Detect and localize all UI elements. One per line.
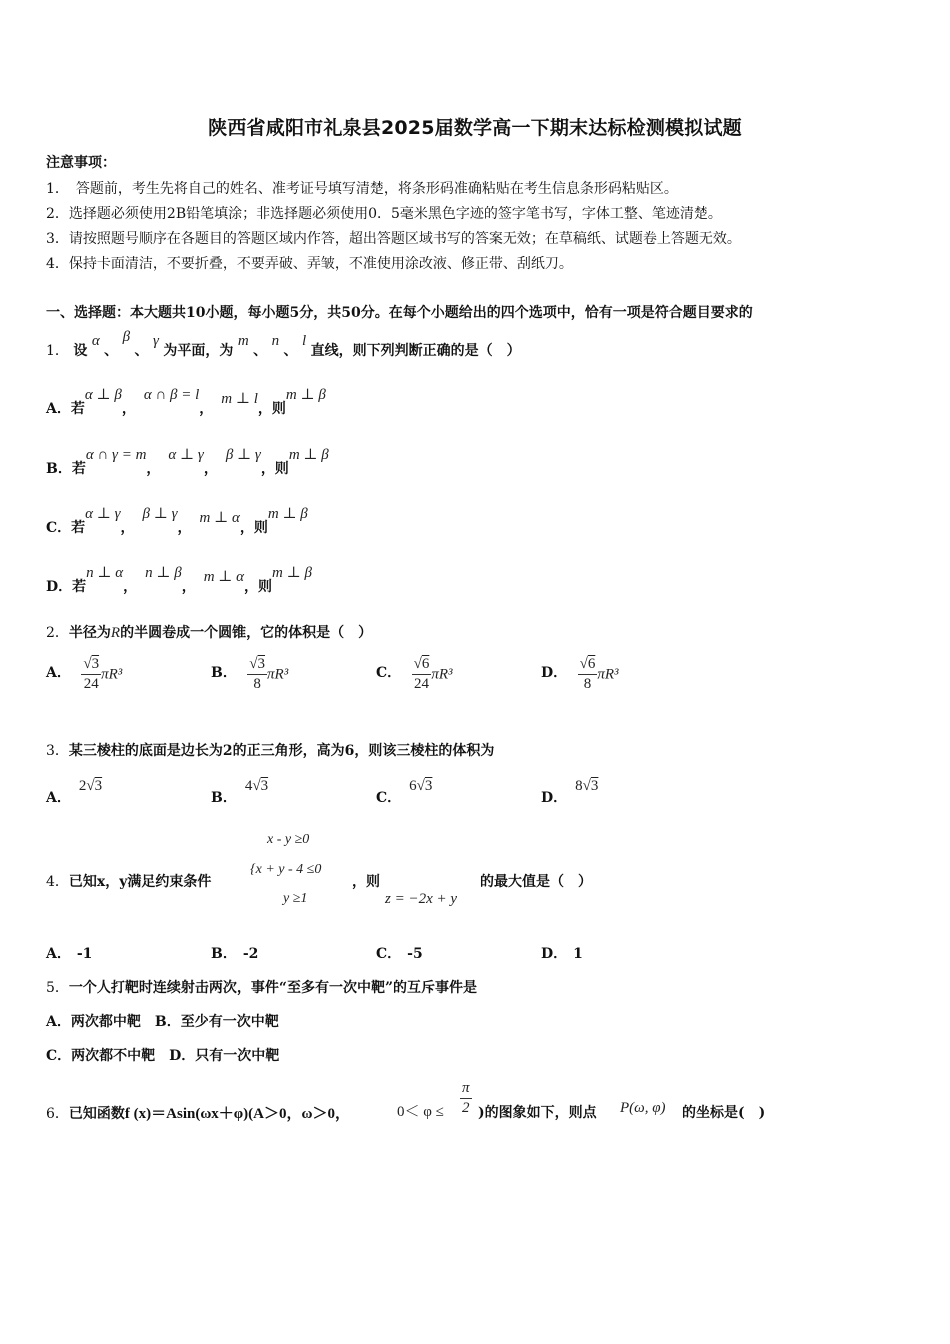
q3-option-b-radicand: 3	[260, 778, 269, 794]
q4-constraint-2	[250, 862, 321, 878]
q2-option-a	[46, 656, 122, 693]
q4-constraint-1: x - y ≥0	[267, 832, 310, 847]
q1-option-c-result: m ⊥ β	[267, 506, 308, 522]
q1-option-a-then: ，则	[257, 401, 286, 417]
q4-option-d	[541, 943, 583, 963]
q1-text-1: 设	[73, 343, 88, 359]
q2-option-d	[541, 656, 619, 693]
q2-option-b-label: B．	[211, 664, 237, 681]
q2-option-b-sqrt: √	[249, 656, 258, 672]
q5-text: 一个人打靶时连续射击两次，事件“至多有一次中靶”的互斥事件是	[68, 980, 478, 996]
q5-options-ab: A．两次都中靶 B．至少有一次中靶	[46, 1014, 279, 1030]
q2-option-b-denominator: 8	[253, 676, 261, 692]
q1-option-c	[46, 503, 308, 536]
q4-number: 4．	[46, 874, 69, 890]
q1-n: n	[271, 333, 280, 349]
question-4	[46, 871, 211, 891]
q1-option-b-comma-2: ，	[203, 461, 218, 477]
q4-option-b-value: -2	[242, 946, 259, 962]
notice-item-4: 4．保持卡面清洁，不要折叠，不要弄破、弄皱，不准使用涂改液、修正带、刮纸刀。	[46, 256, 573, 272]
q2-option-a-denominator: 24	[83, 676, 99, 692]
q3-option-c-sqrt: √	[416, 778, 425, 794]
q2-option-a-radicand: 3	[91, 656, 100, 672]
q1-gamma: γ	[153, 333, 159, 349]
q3-option-b-sqrt: √	[252, 778, 261, 794]
q1-option-b	[46, 444, 329, 477]
q2-option-d-denominator: 8	[583, 676, 592, 692]
question-2	[46, 622, 372, 642]
q4-brace: {	[250, 862, 256, 877]
q2-option-c-sqrt: √	[413, 656, 422, 672]
question-3	[46, 740, 494, 760]
q6-fraction	[460, 1080, 472, 1117]
q1-beta: β	[122, 329, 131, 345]
q1-text-3: 直线，则下列判断正确的是（ ）	[310, 343, 521, 359]
q2-text-1: 半径为	[68, 625, 111, 641]
q3-option-d-radicand: 3	[590, 778, 599, 794]
q1-option-c-label: C．若	[46, 520, 86, 536]
q1-option-a-c2: α ∩ β = l	[143, 387, 200, 403]
q2-option-d-fraction	[578, 656, 598, 693]
q1-option-b-label: B．若	[46, 461, 86, 477]
q4-option-a-value: -1	[76, 946, 93, 962]
question-1	[46, 330, 521, 366]
q1-option-d-result: m ⊥ β	[272, 565, 312, 581]
q4-option-d-label: D．	[541, 946, 568, 962]
q1-option-d-label: D．若	[46, 579, 87, 595]
q1-option-d-c1: n ⊥ α	[86, 565, 124, 581]
q1-option-b-then: ，则	[260, 461, 289, 477]
q6-pi: π	[460, 1080, 472, 1099]
q2-r: R	[110, 625, 121, 641]
q2-option-b-fraction	[247, 656, 267, 693]
q4-objective: z = −2x + y	[385, 891, 458, 907]
q1-sep-2: 、	[134, 343, 149, 359]
q2-option-d-tail: πR³	[597, 666, 619, 683]
q3-option-c-radicand: 3	[424, 778, 433, 794]
q3-option-b-label: B．	[211, 790, 237, 806]
q1-option-b-c1: α ∩ γ = m	[85, 447, 147, 463]
q4-option-c-value: -5	[407, 946, 423, 962]
section-heading: 一、选择题：本大题共10小题，每小题5分，共50分。在每个小题给出的四个选项中，恰有一项是符合题目要求的	[46, 305, 753, 321]
q6-number: 6．	[46, 1106, 69, 1122]
q1-option-a-label: A．若	[46, 401, 85, 417]
q1-option-c-comma-1: ，	[120, 520, 135, 536]
q3-option-d	[541, 775, 599, 806]
q3-option-c-coef: 6	[409, 778, 417, 794]
q1-option-d-c2: n ⊥ β	[145, 565, 182, 581]
q3-option-d-coef: 8	[575, 778, 583, 794]
q2-option-d-sqrt: √	[579, 656, 588, 672]
q2-number: 2．	[46, 625, 69, 641]
q2-option-a-label: A．	[46, 664, 71, 681]
q1-sep-1: 、	[104, 343, 119, 359]
q2-option-c-tail: πR³	[431, 666, 453, 683]
q1-option-b-c2: α ⊥ γ	[168, 447, 204, 463]
q1-option-a	[46, 384, 326, 417]
q2-option-c	[376, 656, 453, 693]
q1-option-a-c3: m ⊥ l	[221, 391, 258, 407]
q4-option-a-label: A．	[46, 946, 71, 962]
q1-option-d-comma-2: ，	[181, 579, 196, 595]
q5-number: 5．	[46, 980, 69, 996]
notice-item-3: 3．请按照题号顺序在各题目的答题区域内作答，超出答题区域书写的答案无效；在草稿纸、试题卷上答题无效。	[46, 231, 741, 247]
q2-option-a-sqrt: √	[83, 656, 92, 672]
q1-option-b-comma-1: ，	[146, 461, 161, 477]
q4-constraint-3: y ≥1	[283, 891, 308, 906]
question-5	[46, 977, 477, 997]
q1-option-c-c1: α ⊥ γ	[85, 506, 121, 522]
q6-function: f (x)＝Asin(ωx＋φ)(A＞0，ω＞0，	[124, 1106, 350, 1122]
q6-condition: 0＜ φ ≤	[397, 1104, 444, 1120]
q2-option-b-tail: πR³	[267, 666, 289, 683]
q1-l: l	[301, 333, 307, 349]
q1-sep-4: 、	[283, 343, 298, 359]
q1-option-a-c1: α ⊥ β	[84, 387, 122, 403]
q1-sep-3: 、	[253, 343, 268, 359]
q2-option-d-label: D．	[541, 664, 568, 681]
q3-option-a-radicand: 3	[94, 778, 103, 794]
q4-constraint-2-text: x + y - 4 ≤0	[255, 862, 322, 877]
q4-text-3: 的最大值是（ ）	[480, 874, 592, 890]
q4-option-b	[211, 943, 258, 963]
q1-option-c-c3: m ⊥ α	[199, 510, 240, 526]
notice-item-2: 2．选择题必须使用2B铅笔填涂；非选择题必须使用0．5毫米黑色字迹的签字笔书写，字体工整、笔迹清楚。	[46, 206, 722, 222]
q4-text-1: 已知x，y满足约束条件	[68, 874, 212, 890]
q2-option-c-label: C．	[376, 664, 402, 681]
q4-option-c-label: C．	[376, 946, 402, 962]
q3-option-a-coef: 2	[78, 778, 87, 794]
q3-number: 3．	[46, 743, 69, 759]
q3-option-d-sqrt: √	[582, 778, 591, 794]
q1-option-a-result: m ⊥ β	[285, 387, 326, 403]
q2-option-c-radicand: 6	[421, 656, 430, 672]
q3-option-a-sqrt: √	[86, 778, 95, 794]
q1-number: 1．	[46, 343, 69, 359]
q1-option-c-comma-2: ，	[177, 520, 192, 536]
q3-option-a-label: A．	[46, 790, 71, 806]
q1-option-a-comma-1: ，	[121, 401, 136, 417]
q1-option-d-then: ，则	[244, 579, 273, 595]
q1-m: m	[237, 333, 249, 349]
q4-option-b-label: B．	[211, 946, 237, 962]
q2-option-c-fraction	[412, 656, 432, 693]
q6-text-3: 的坐标是( )	[682, 1105, 766, 1121]
q1-option-c-then: ，则	[239, 520, 268, 536]
q4-text-2: ，则	[352, 874, 380, 890]
q3-option-b-coef: 4	[244, 778, 253, 794]
question-6	[46, 1102, 350, 1123]
q6-two: 2	[462, 1100, 470, 1116]
q2-option-d-radicand: 6	[587, 656, 596, 672]
q2-option-b-radicand: 3	[257, 656, 266, 672]
q4-option-c	[376, 943, 423, 963]
q2-option-b	[211, 656, 288, 693]
q3-option-a	[46, 775, 103, 806]
q6-text-1: 已知函数	[68, 1106, 125, 1122]
q1-option-c-c2: β ⊥ γ	[142, 506, 178, 522]
q2-option-a-tail: πR³	[101, 666, 123, 683]
q1-option-a-comma-2: ，	[199, 401, 214, 417]
page-title: 陕西省咸阳市礼泉县2025届数学高一下期末达标检测模拟试题	[208, 117, 742, 139]
q5-options-cd: C．两次都不中靶 D．只有一次中靶	[46, 1048, 280, 1064]
q2-text-2: 的半圆卷成一个圆锥，它的体积是（ ）	[120, 625, 373, 641]
notice-item-1: 1． 答题前，考生先将自己的姓名、准考证号填写清楚，将条形码准确粘贴在考生信息条形码粘贴区。	[46, 181, 678, 197]
q3-option-c	[376, 775, 433, 806]
q1-text-2: 为平面，为	[163, 343, 234, 359]
notice-heading: 注意事项：	[46, 155, 116, 171]
q1-option-d	[46, 562, 312, 595]
q6-text-2: )的图象如下，则点	[478, 1105, 597, 1121]
q3-text: 某三棱柱的底面是边长为2的正三角形，高为6，则该三棱柱的体积为	[68, 743, 495, 759]
q1-alpha: α	[91, 333, 100, 349]
q2-option-c-denominator: 24	[413, 676, 429, 692]
q4-option-d-value: 1	[573, 946, 583, 962]
q3-option-c-label: C．	[376, 790, 402, 806]
q6-point: P(ω, φ)	[620, 1100, 666, 1116]
q2-option-a-fraction	[81, 656, 101, 693]
q3-option-d-label: D．	[541, 790, 568, 806]
q3-option-b	[211, 775, 269, 806]
q4-option-a	[46, 943, 92, 963]
q1-option-b-c3: β ⊥ γ	[225, 447, 261, 463]
q1-option-b-result: m ⊥ β	[288, 447, 329, 463]
q1-option-d-c3: m ⊥ α	[203, 569, 245, 585]
q1-option-d-comma-1: ，	[123, 579, 138, 595]
